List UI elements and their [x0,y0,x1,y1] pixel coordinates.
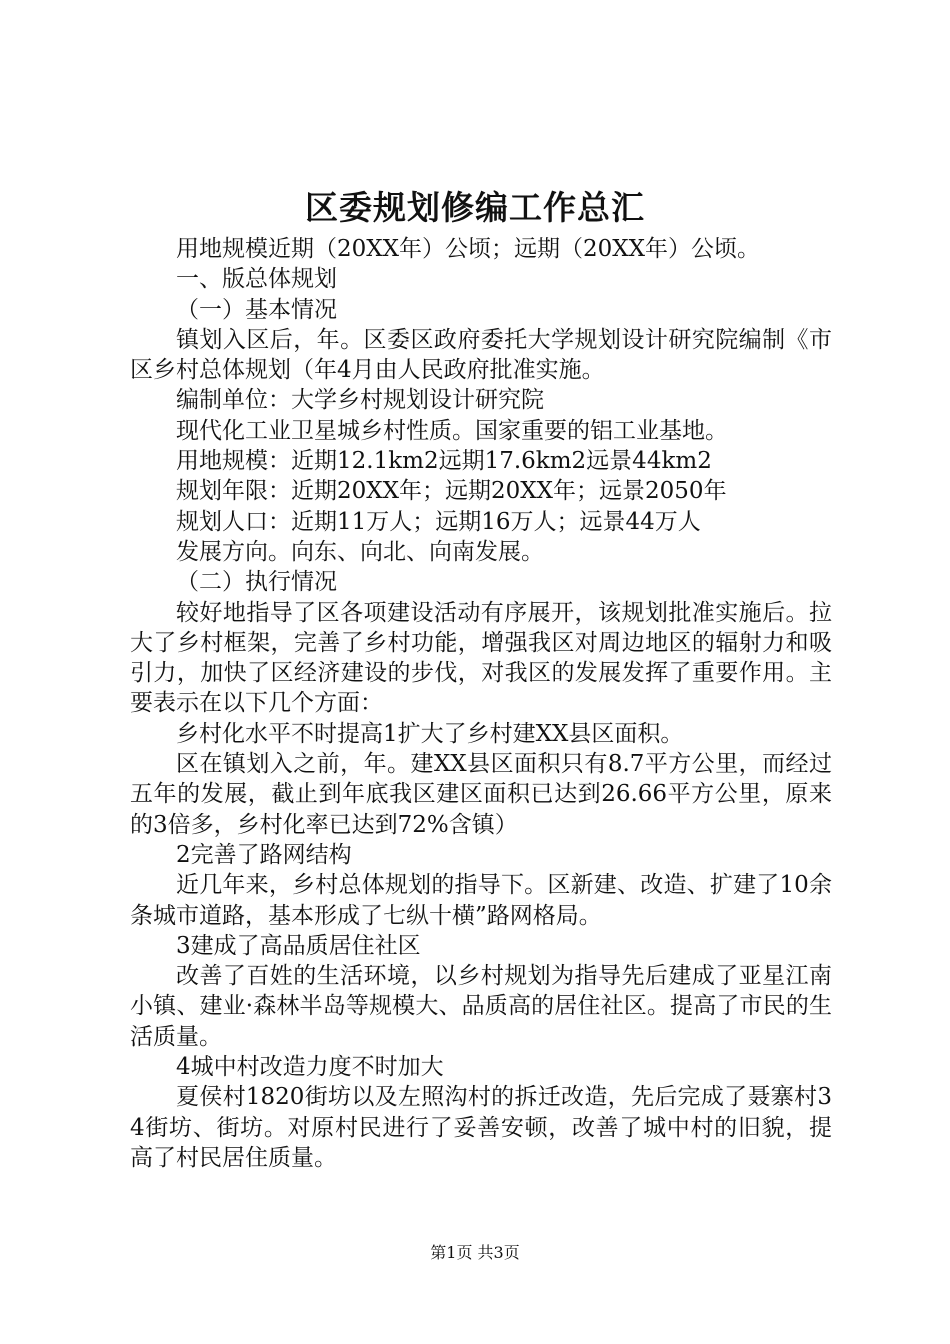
document-title: 区委规划修编工作总汇 [305,188,645,227]
subsection-heading: （一）基本情况 [176,296,337,323]
paragraph: 现代化工业卫星城乡村性质。国家重要的铝工业基地。 [176,417,728,444]
subsection-heading: （二）执行情况 [176,569,337,596]
paragraph: 近几年来，乡村总体规划的指导下。区新建、改造、扩建了10余条城市道路，基本形成了七纵十横”路网格局。 [130,872,832,929]
document-body [130,234,832,1173]
item-heading: 2完善了路网结构 [176,841,352,868]
section-heading: 一、版总体规划 [176,266,337,293]
paragraph: 乡村化水平不时提高1扩大了乡村建XX县区面积。 [176,720,684,747]
item-heading: 4城中村改造力度不时加大 [176,1054,444,1081]
paragraph: 发展方向。向东、向北、向南发展。 [176,538,544,565]
paragraph: 改善了百姓的生活环境，以乡村规划为指导先后建成了亚星江南小镇、建业·森林半岛等规模大、品质高的居住社区。提高了市民的生活质量。 [130,963,832,1050]
page-number: 第1页 共3页 [430,1243,520,1262]
paragraph: 编制单位：大学乡村规划设计研究院 [176,387,544,414]
item-heading: 3建成了高品质居住社区 [176,932,421,959]
paragraph: 夏侯村1820街坊以及左照沟村的拆迁改造，先后完成了聂寨村34街坊、街坊。对原村民进行了妥善安顿，改善了城中村的旧貌，提高了村民居住质量。 [130,1084,832,1171]
paragraph: 较好地指导了区各项建设活动有序展开，该规划批准实施后。拉大了乡村框架，完善了乡村功能，增强我区对周边地区的辐射力和吸引力，加快了区经济建设的步伐，对我区的发展发挥了重要作用。主要表示在以下几个方面： [130,599,832,717]
paragraph: 规划年限：近期20XX年；远期20XX年；远景2050年 [176,478,727,505]
paragraph: 规划人口：近期11万人；远期16万人；远景44万人 [176,508,701,535]
paragraph: 用地规模：近期12.1km2远期17.6km2远景44km2 [176,448,712,475]
paragraph: 镇划入区后，年。区委区政府委托大学规划设计研究院编制《市区乡村总体规划（年4月由人民政府批准实施。 [130,326,832,384]
paragraph: 用地规模近期（20XX年）公顷；远期（20XX年）公顷。 [176,236,761,262]
paragraph: 区在镇划入之前，年。建XX县区面积只有8.7平方公里，而经过五年的发展，截止到年底我区建区面积已达到26.66平方公里，原来的3倍多，乡村化率已达到72%含镇） [130,751,832,838]
